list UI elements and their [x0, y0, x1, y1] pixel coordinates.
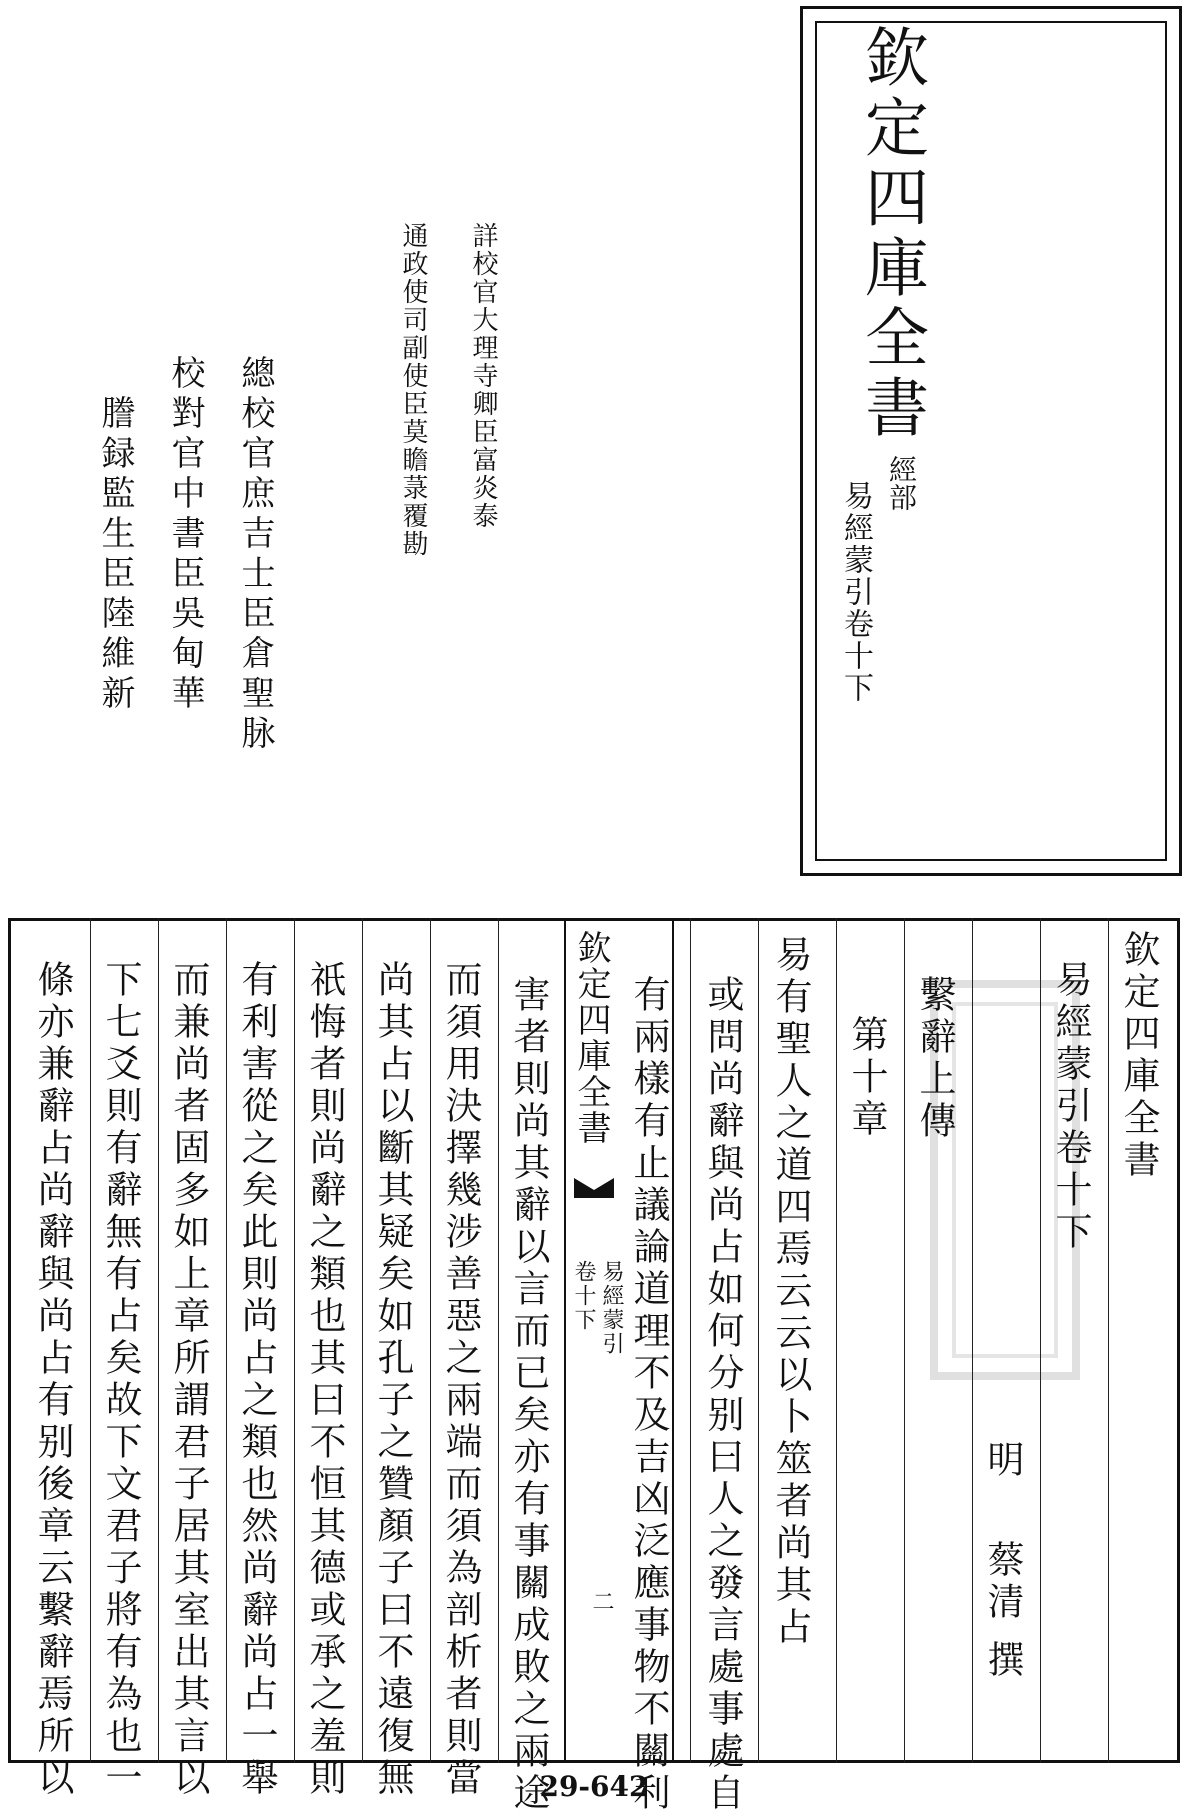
- gutter-title: 欽定四庫全書: [571, 930, 611, 1146]
- collection-title: 欽定四庫全書: [854, 24, 928, 444]
- gutter-leaf-number: 二: [589, 1590, 614, 1614]
- book-title: 易經蒙引卷十下: [838, 480, 873, 704]
- column-rule: [836, 918, 837, 1763]
- column-rule: [430, 918, 431, 1763]
- text-column: 而須用決擇幾涉善惡之兩端而須為剖析者則當: [439, 960, 482, 1800]
- text-column: 祇悔者則尚辭之類也其曰不恒其德或承之羞則: [303, 960, 346, 1800]
- section-label: 經部: [885, 455, 918, 511]
- author-dynasty: 明: [981, 1440, 1024, 1482]
- text-column: 害者則尚其辭以言而已矣亦有事關成敗之兩途: [507, 975, 550, 1815]
- text-column: 尚其占以斷其疑矣如孔子之贊顏子曰不遠復無: [371, 960, 414, 1800]
- credit-line-2: 通政使司副使臣莫瞻菉覆勘: [398, 222, 428, 558]
- text-column: 有兩樣有止議論道理不及吉凶泛應事物不關利: [627, 975, 670, 1815]
- author-role: 撰: [981, 1640, 1024, 1682]
- column-rule: [498, 918, 499, 1763]
- chapter-heading: 繫辭上傳: [913, 975, 956, 1143]
- credit-line-5: 謄録監生臣陸維新: [95, 395, 135, 715]
- column-rule: [1108, 918, 1109, 1763]
- column-rule: [158, 918, 159, 1763]
- column-rule: [90, 918, 91, 1763]
- credit-line-1: 詳校官大理寺卿臣富炎泰: [468, 222, 498, 530]
- text-column: 而兼尚者固多如上章所謂君子居其室出其言以: [167, 960, 210, 1800]
- page-book-title: 易經蒙引卷十下: [1049, 960, 1092, 1254]
- column-rule: [362, 918, 363, 1763]
- credit-line-3: 總校官庶吉士臣倉聖脉: [235, 355, 275, 755]
- chapter-number: 第十章: [845, 1015, 888, 1141]
- text-column: 條亦兼辭占尚辭與尚占有别後章云繫辭焉所以: [31, 960, 74, 1800]
- gutter-subtitle: 易經蒙引: [599, 1260, 624, 1356]
- column-rule: [904, 918, 905, 1763]
- seal-stamp-inner: [952, 1002, 1058, 1358]
- author-name: 蔡清: [981, 1540, 1024, 1624]
- text-column: 或問尚辭與尚占如何分别曰人之發言處事處自: [701, 975, 744, 1815]
- column-rule: [1040, 918, 1041, 1763]
- column-rule: [690, 918, 691, 1763]
- fish-tail-mark-icon: [574, 1178, 614, 1198]
- column-rule: [226, 918, 227, 1763]
- text-column: 易有聖人之道四焉云云以卜筮者尚其占: [769, 935, 812, 1649]
- gutter-volume: 卷十下: [571, 1260, 596, 1332]
- text-column: 下七爻則有辭無有占矣故下文君子將有為也一: [99, 960, 142, 1800]
- column-rule: [972, 918, 973, 1763]
- page-number: 29-642: [539, 1770, 649, 1803]
- credit-line-4: 校對官中書臣吳甸華: [165, 355, 205, 715]
- column-rule: [758, 918, 759, 1763]
- column-rule: [294, 918, 295, 1763]
- page-header-title: 欽定四庫全書: [1117, 930, 1160, 1182]
- text-column: 有利害從之矣此則尚占之類也然尚辭尚占一舉: [235, 960, 278, 1800]
